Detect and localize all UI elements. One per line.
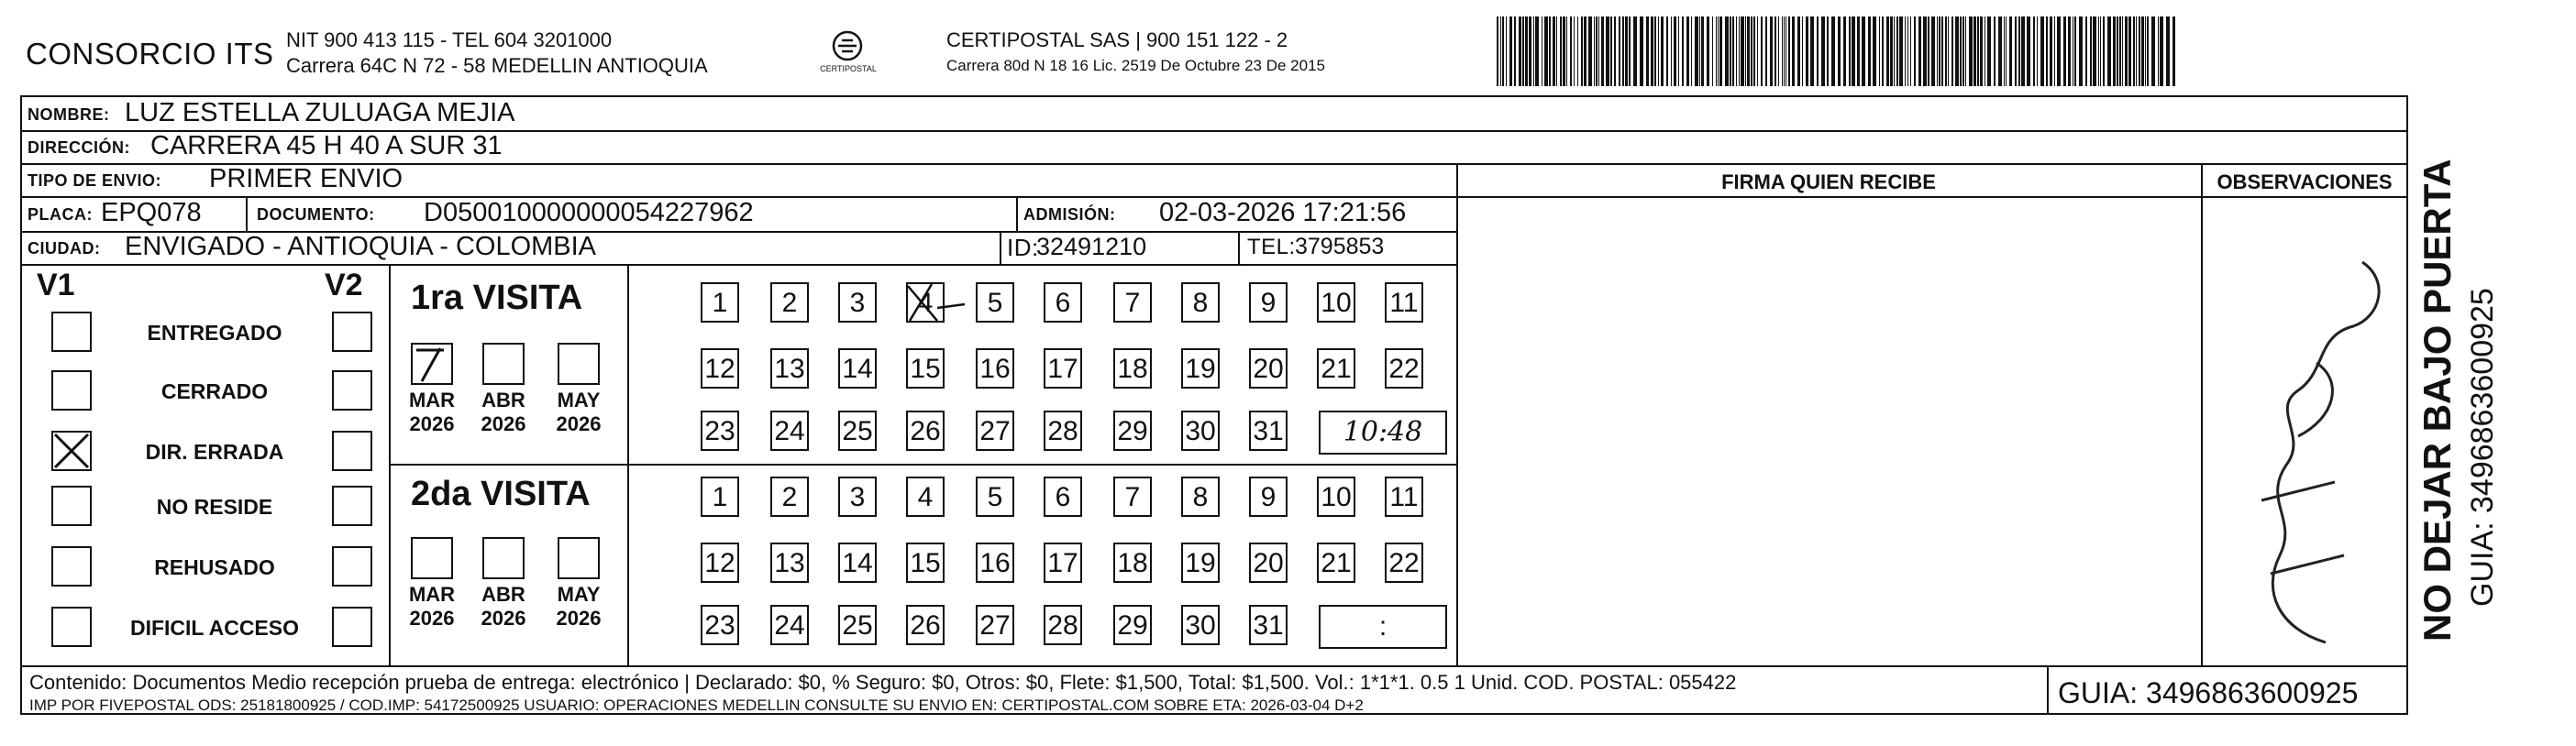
day-box[interactable]: 19 (1181, 348, 1220, 389)
v2-label: V2 (325, 268, 363, 302)
day-box[interactable]: 1 (701, 477, 739, 517)
recipient-address: CARRERA 45 H 40 A SUR 31 (150, 131, 503, 160)
day-box[interactable]: 25 (838, 411, 877, 451)
v1-label: V1 (37, 268, 75, 302)
day-box[interactable]: 21 (1317, 543, 1355, 583)
checkmark-slash-icon (413, 345, 451, 383)
divider (2047, 665, 2049, 713)
day-box[interactable]: 14 (838, 543, 877, 583)
company-name: CONSORCIO ITS (26, 37, 274, 71)
day-box[interactable]: 15 (906, 543, 945, 583)
day-box[interactable]: 12 (701, 348, 739, 389)
certipostal-info (946, 27, 1325, 79)
month-checkbox[interactable] (411, 537, 453, 579)
v1-status-checkbox[interactable] (51, 312, 92, 352)
month-checkbox[interactable] (558, 537, 600, 579)
tel-value: 3795853 (1295, 234, 1385, 259)
day-box[interactable]: 9 (1249, 477, 1288, 517)
document-value: D050010000000054227962 (424, 198, 754, 227)
logo-caption: CERTIPOSTAL (820, 64, 877, 73)
day-box[interactable]: 23 (701, 605, 739, 645)
day-box[interactable]: 4 (906, 282, 945, 323)
recipient-name: LUZ ESTELLA ZULUAGA MEJIA (125, 98, 515, 127)
day-box[interactable]: 30 (1181, 605, 1220, 645)
day-box[interactable]: 23 (701, 411, 739, 451)
day-box[interactable]: 30 (1181, 411, 1220, 451)
status-label: DIR. ERRADA (145, 440, 284, 464)
id-value: 32491210 (1036, 233, 1147, 260)
day-box[interactable]: 26 (906, 605, 945, 645)
month-checkbox[interactable] (558, 343, 600, 385)
month-label (405, 389, 459, 436)
month-name: MAY (557, 583, 601, 606)
day-box[interactable]: 31 (1249, 605, 1288, 645)
month-year: 2026 (409, 607, 455, 630)
observations-header: OBSERVACIONES (2217, 170, 2393, 193)
day-box[interactable]: 3 (838, 477, 877, 517)
divider (1000, 264, 1458, 266)
city-value: ENVIGADO - ANTIOQUIA - COLOMBIA (125, 232, 597, 261)
guide-number: GUIA: 3496863600925 (2058, 676, 2359, 709)
status-label: CERRADO (160, 379, 269, 403)
v1-status-checkbox[interactable] (51, 607, 92, 647)
printing-info: IMP POR FIVEPOSTAL ODS: 25181800925 / COD.IMP: 54172500925 USUARIO: OPERACIONES MEDELLIN CONSULTE SU ENVIO EN: CERTIPOSTAL.COM SOBRE ETA: 2026-03-04 D+2 (29, 697, 1364, 714)
divider (389, 266, 391, 665)
status-label: ENTREGADO (147, 321, 282, 345)
day-box[interactable]: 12 (701, 543, 739, 583)
day-box[interactable]: 5 (976, 477, 1014, 517)
day-box[interactable]: 24 (770, 605, 809, 645)
day-box[interactable]: 29 (1113, 605, 1152, 645)
time-box[interactable] (1319, 605, 1447, 649)
month-checkbox[interactable] (482, 343, 525, 385)
day-box[interactable]: 27 (976, 605, 1014, 645)
day-box[interactable]: 27 (976, 411, 1014, 451)
divider (1238, 233, 1240, 264)
city-label: CIUDAD: (28, 239, 101, 258)
day-box[interactable]: 4 (906, 477, 945, 517)
day-box[interactable]: 21 (1317, 348, 1355, 389)
day-box[interactable]: 6 (1044, 477, 1082, 517)
day-box[interactable]: 13 (770, 348, 809, 389)
month-label (477, 389, 530, 436)
day-box[interactable]: 11 (1385, 282, 1423, 323)
day-box[interactable]: 2 (770, 477, 809, 517)
day-box[interactable]: 17 (1044, 543, 1082, 583)
day-box[interactable]: 8 (1181, 282, 1220, 323)
month-year: 2026 (481, 607, 526, 630)
document-label: DOCUMENTO: (257, 205, 375, 224)
day-box[interactable]: 17 (1044, 348, 1082, 389)
month-label (405, 583, 459, 631)
month-year: 2026 (556, 412, 602, 435)
side-guide-number: GUIA: 3496863600925 (2465, 288, 2500, 607)
no-under-door-notice: NO DEJAR BAJO PUERTA (2416, 159, 2459, 642)
company-info (286, 27, 708, 79)
day-box[interactable]: 22 (1385, 348, 1423, 389)
day-box[interactable]: 13 (770, 543, 809, 583)
barcode (1497, 16, 2183, 86)
day-box[interactable]: 10 (1317, 282, 1355, 323)
day-box[interactable]: 8 (1181, 477, 1220, 517)
checkmark-x-icon (53, 433, 90, 469)
day-box[interactable]: 5 (976, 282, 1014, 323)
id-label: ID: (1007, 234, 1039, 261)
address-row (22, 130, 2406, 165)
month-name: ABR (481, 583, 525, 606)
v1-status-checkbox[interactable] (51, 486, 92, 526)
v1-status-checkbox[interactable] (51, 431, 92, 471)
shipment-type: PRIMER ENVIO (209, 164, 404, 193)
v1-status-checkbox[interactable] (51, 370, 92, 411)
shipping-guide (20, 95, 2408, 715)
day-box[interactable]: 3 (838, 282, 877, 323)
v2-status-checkbox[interactable] (332, 546, 372, 587)
certipostal-name-line: CERTIPOSTAL SAS | 900 151 122 - 2 (946, 28, 1288, 51)
time-placeholder: : (1378, 611, 1388, 642)
day-box[interactable]: 10 (1317, 477, 1355, 517)
day-box[interactable]: 16 (976, 348, 1014, 389)
month-label (552, 583, 605, 631)
status-label: REHUSADO (154, 555, 275, 579)
day-box[interactable]: 7 (1113, 282, 1152, 323)
visit1-title: 1ra VISITA (411, 279, 583, 317)
type-row (22, 163, 1456, 198)
address-label: DIRECCIÓN: (28, 138, 130, 157)
day-box[interactable]: 19 (1181, 543, 1220, 583)
admission-value: 02-03-2026 17:21:56 (1159, 198, 1407, 227)
contents-line: Contenido: Documentos Medio recepción prueba de entrega: electrónico | Declarado: $0, % Seguro: $0, Otros: $0, Flete: $1,500, Total: $1,500. Vol.: 1*1*1. 0.5 1 Unid. COD. POSTAL: 055422 (29, 671, 1737, 694)
month-name: MAR (408, 389, 456, 411)
visit2-title: 2da VISITA (411, 475, 591, 513)
month-name: ABR (481, 389, 525, 411)
month-checkbox[interactable] (411, 343, 453, 385)
status-label: NO RESIDE (156, 495, 273, 519)
signature-header: FIRMA QUIEN RECIBE (1721, 170, 1936, 193)
city-row (22, 231, 1456, 266)
day-box[interactable]: 2 (770, 282, 809, 323)
v1-status-checkbox[interactable] (51, 546, 92, 587)
month-year: 2026 (481, 412, 526, 435)
type-label: TIPO DE ENVIO: (28, 171, 162, 190)
nit-line: NIT 900 413 115 - TEL 604 3201000 (286, 28, 613, 51)
day-box[interactable]: 28 (1044, 605, 1082, 645)
divider (1016, 198, 1018, 231)
divider (389, 464, 1458, 466)
name-row (22, 97, 2406, 132)
day-box[interactable]: 18 (1113, 348, 1152, 389)
month-year: 2026 (556, 607, 602, 630)
v2-status-checkbox[interactable] (332, 312, 372, 352)
month-label (552, 389, 605, 436)
day-box[interactable]: 1 (701, 282, 739, 323)
company-address: Carrera 64C N 72 - 58 MEDELLIN ANTIOQUIA (286, 54, 708, 77)
day-box[interactable]: 31 (1249, 411, 1288, 451)
divider (627, 266, 629, 665)
day-box[interactable]: 20 (1249, 348, 1288, 389)
plate-label: PLACA: (28, 205, 93, 224)
day-box[interactable]: 14 (838, 348, 877, 389)
day-cross-mark-icon (904, 280, 968, 326)
day-box[interactable]: 29 (1113, 411, 1152, 451)
v2-status-checkbox[interactable] (332, 370, 372, 411)
divider (1456, 196, 2406, 198)
day-box[interactable]: 20 (1249, 543, 1288, 583)
handwritten-time: 10:48 (1343, 416, 1423, 448)
admission-label: ADMISIÓN: (1023, 205, 1116, 224)
day-box[interactable]: 9 (1249, 282, 1288, 323)
day-box[interactable]: 16 (976, 543, 1014, 583)
day-box[interactable]: 11 (1385, 477, 1423, 517)
name-label: NOMBRE: (28, 105, 110, 124)
day-box[interactable]: 6 (1044, 282, 1082, 323)
divider (1000, 233, 1001, 264)
v2-status-checkbox[interactable] (332, 607, 372, 647)
day-box[interactable]: 25 (838, 605, 877, 645)
handwritten-signature-icon (2206, 225, 2403, 662)
day-box[interactable]: 26 (906, 411, 945, 451)
day-box[interactable]: 7 (1113, 477, 1152, 517)
day-box[interactable]: 24 (770, 411, 809, 451)
tel-label: TEL: (1247, 235, 1296, 259)
plate-row (22, 196, 1456, 233)
day-box[interactable]: 22 (1385, 543, 1423, 583)
month-year: 2026 (409, 412, 455, 435)
plate-value: EPQ078 (101, 198, 202, 227)
v2-status-checkbox[interactable] (332, 486, 372, 526)
certipostal-address-line: Carrera 80d N 18 16 Lic. 2519 De Octubre 23 De 2015 (946, 57, 1325, 74)
status-label: DIFICIL ACCESO (129, 616, 299, 640)
divider (246, 198, 248, 231)
divider (22, 665, 2406, 667)
day-box[interactable]: 18 (1113, 543, 1152, 583)
time-box[interactable] (1319, 411, 1447, 455)
month-name: MAY (557, 389, 601, 411)
day-box[interactable]: 28 (1044, 411, 1082, 451)
month-name: MAR (408, 583, 456, 606)
day-box[interactable]: 15 (906, 348, 945, 389)
v2-status-checkbox[interactable] (332, 431, 372, 471)
divider (1456, 163, 1458, 665)
month-checkbox[interactable] (482, 537, 525, 579)
divider (2201, 163, 2203, 665)
month-label (477, 583, 530, 631)
